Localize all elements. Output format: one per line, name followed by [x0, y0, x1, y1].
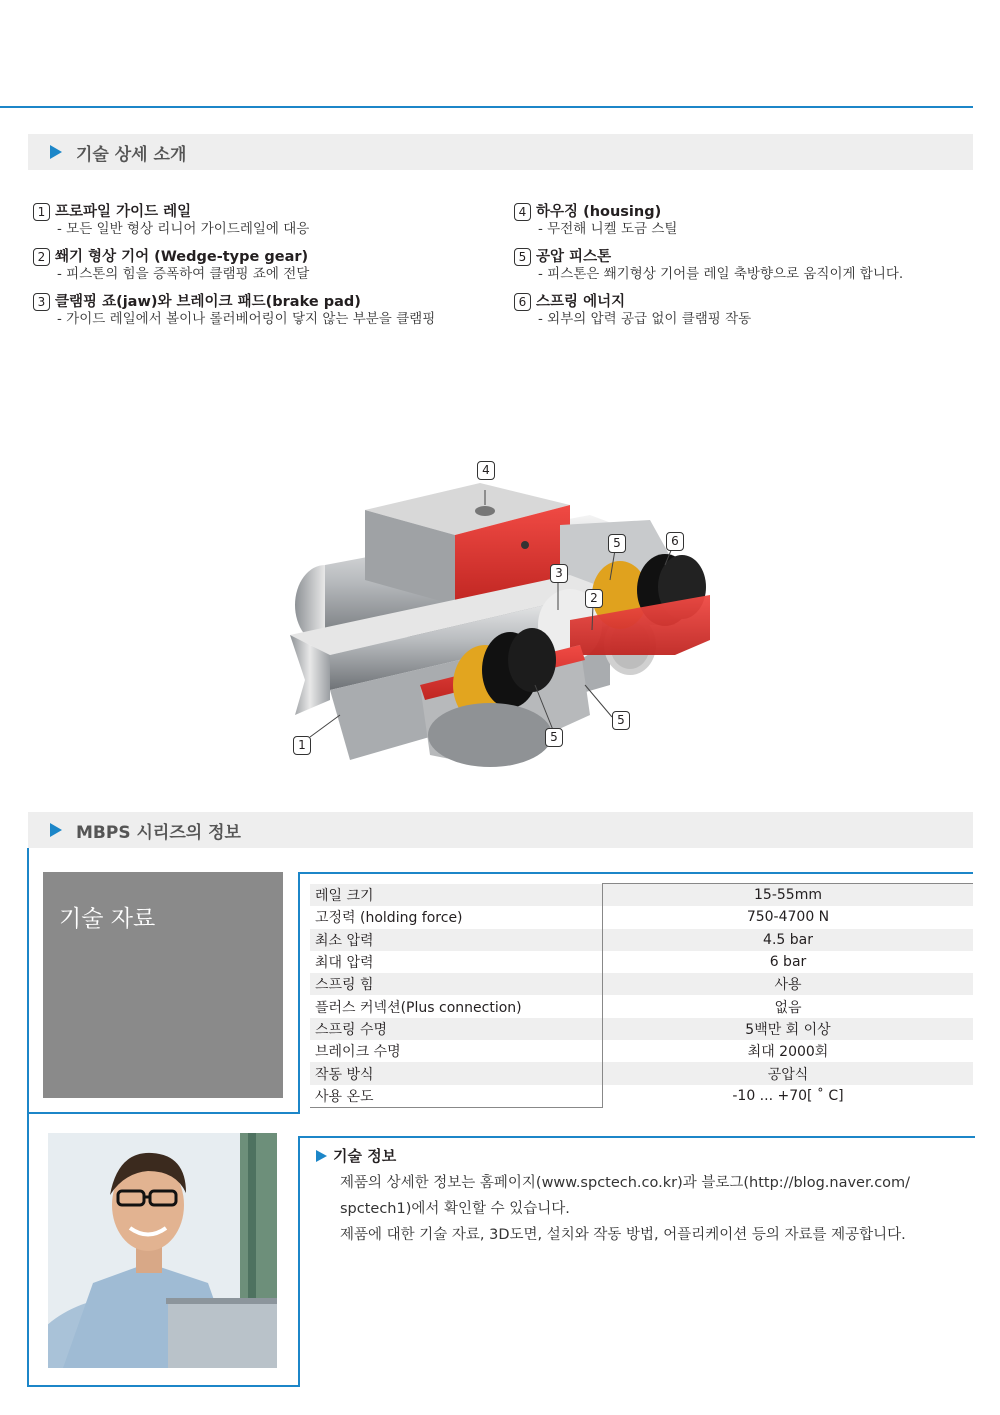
feature-item-1: [33, 203, 309, 238]
brake-illustration: [270, 455, 740, 775]
number-badge: 4: [514, 203, 531, 221]
section-header-tech-detail: [28, 134, 973, 170]
spec-value: 5백만 회 이상: [602, 1018, 973, 1040]
frame-line: [298, 872, 300, 1114]
info-line: spctech1)에서 확인할 수 있습니다.: [340, 1201, 570, 1217]
feature-item-5: [514, 248, 903, 283]
tech-data-box: [43, 872, 283, 1098]
callout-5-upper: 5: [608, 534, 626, 553]
callout-3: 3: [550, 564, 568, 583]
info-line: 제품의 상세한 정보는 홈페이지(www.spctech.co.kr)과 블로그(http://blog.naver.com/: [340, 1175, 911, 1191]
feature-desc: - 가이드 레일에서 볼이나 롤러베어링이 닿지 않는 부분을 클램핑: [57, 311, 436, 327]
info-line: 제품에 대한 기술 자료, 3D도면, 설치와 작동 방법, 어플리케이션 등의 자료를 제공합니다.: [340, 1227, 906, 1243]
tech-data-label: 기술 자료: [59, 906, 156, 932]
frame-line: [298, 872, 973, 874]
triangle-bullet-icon: [50, 145, 62, 159]
callout-4: 4: [477, 461, 495, 480]
spec-key: 스프링 수명: [315, 1021, 388, 1038]
spec-row: [310, 995, 973, 1017]
callout-6: 6: [666, 532, 684, 551]
spec-key: 최대 압력: [315, 955, 374, 972]
brake-cutaway-diagram: [270, 455, 740, 775]
spec-row: [310, 1018, 973, 1040]
engineer-photo: [48, 1133, 277, 1368]
frame-line: [298, 1136, 975, 1138]
spec-value: 없음: [602, 995, 973, 1017]
spec-row: [310, 1062, 973, 1084]
feature-desc: - 피스톤의 힘을 증폭하여 클램핑 죠에 전달: [57, 266, 310, 282]
spec-value: 6 bar: [602, 951, 973, 973]
spec-key: 고정력 (holding force): [315, 910, 463, 927]
top-rule: [0, 106, 973, 108]
section-title: 기술 상세 소개: [76, 144, 187, 165]
frame-line: [298, 1136, 300, 1387]
feature-title: 클램핑 죠(jaw)와 브레이크 패드(brake pad): [55, 293, 361, 310]
spec-key: 작동 방식: [315, 1066, 374, 1083]
feature-item-3: [33, 293, 435, 328]
spec-value: 750-4700 N: [602, 906, 973, 928]
spec-key: 플러스 커넥션(Plus connection): [315, 999, 522, 1016]
spec-row: [310, 1085, 973, 1107]
callout-5-lower: 5: [545, 728, 563, 747]
spec-key: 사용 온도: [315, 1088, 374, 1105]
number-badge: 1: [33, 203, 50, 221]
spec-value: 공압식: [602, 1062, 973, 1084]
feature-title: 공압 피스톤: [536, 248, 612, 265]
callout-5-front: 5: [612, 711, 630, 730]
spec-value: 4.5 bar: [602, 929, 973, 951]
number-badge: 5: [514, 248, 531, 266]
feature-title: 프로파일 가이드 레일: [55, 203, 192, 220]
number-badge: 6: [514, 293, 531, 311]
person-illustration: [48, 1133, 277, 1368]
spec-row: [310, 973, 973, 995]
spec-key: 브레이크 수명: [315, 1044, 401, 1061]
spec-row: [310, 929, 973, 951]
frame-line: [27, 848, 29, 1113]
number-badge: 2: [33, 248, 50, 266]
feature-item-4: [514, 203, 677, 238]
callout-2: 2: [585, 589, 603, 608]
frame-line: [27, 1385, 299, 1387]
frame-line: [27, 1114, 29, 1386]
spec-table: [310, 884, 973, 1107]
table-border: [310, 1107, 603, 1108]
spec-value: 최대 2000회: [602, 1040, 973, 1062]
triangle-bullet-icon: [50, 823, 62, 837]
triangle-bullet-icon: [316, 1150, 327, 1162]
spec-value: -10 ... +70[ ˚ C]: [602, 1085, 973, 1107]
feature-desc: - 모든 일반 형상 리니어 가이드레일에 대응: [57, 221, 310, 237]
spec-key: 스프링 힘: [315, 977, 374, 994]
spec-row: [310, 884, 973, 906]
number-badge: 3: [33, 293, 50, 311]
spec-row: [310, 906, 973, 928]
feature-item-6: [514, 293, 751, 328]
feature-title: 스프링 에너지: [536, 293, 626, 310]
feature-item-2: [33, 248, 309, 283]
feature-desc: - 피스톤은 쐐기형상 기어를 레일 축방향으로 움직이게 합니다.: [538, 266, 904, 282]
spec-value: 사용: [602, 973, 973, 995]
spec-key: 최소 압력: [315, 932, 374, 949]
feature-desc: - 무전해 니켈 도금 스틸: [538, 221, 678, 237]
callout-1: 1: [293, 736, 311, 755]
spec-row: [310, 951, 973, 973]
feature-desc: - 외부의 압력 공급 없이 클램핑 작동: [538, 311, 752, 327]
section-header-mbps-info: [28, 812, 973, 848]
frame-line: [27, 1112, 299, 1114]
section-title: MBPS 시리즈의 정보: [76, 822, 241, 843]
feature-title: 쐐기 형상 기어 (Wedge-type gear): [55, 248, 309, 265]
spec-row: [310, 1040, 973, 1062]
spec-value: 15-55mm: [602, 884, 973, 906]
feature-title: 하우징 (housing): [536, 203, 662, 220]
info-title: 기술 정보: [333, 1147, 397, 1165]
tech-info-block: [316, 1145, 966, 1248]
spec-key: 레일 크기: [315, 888, 374, 905]
